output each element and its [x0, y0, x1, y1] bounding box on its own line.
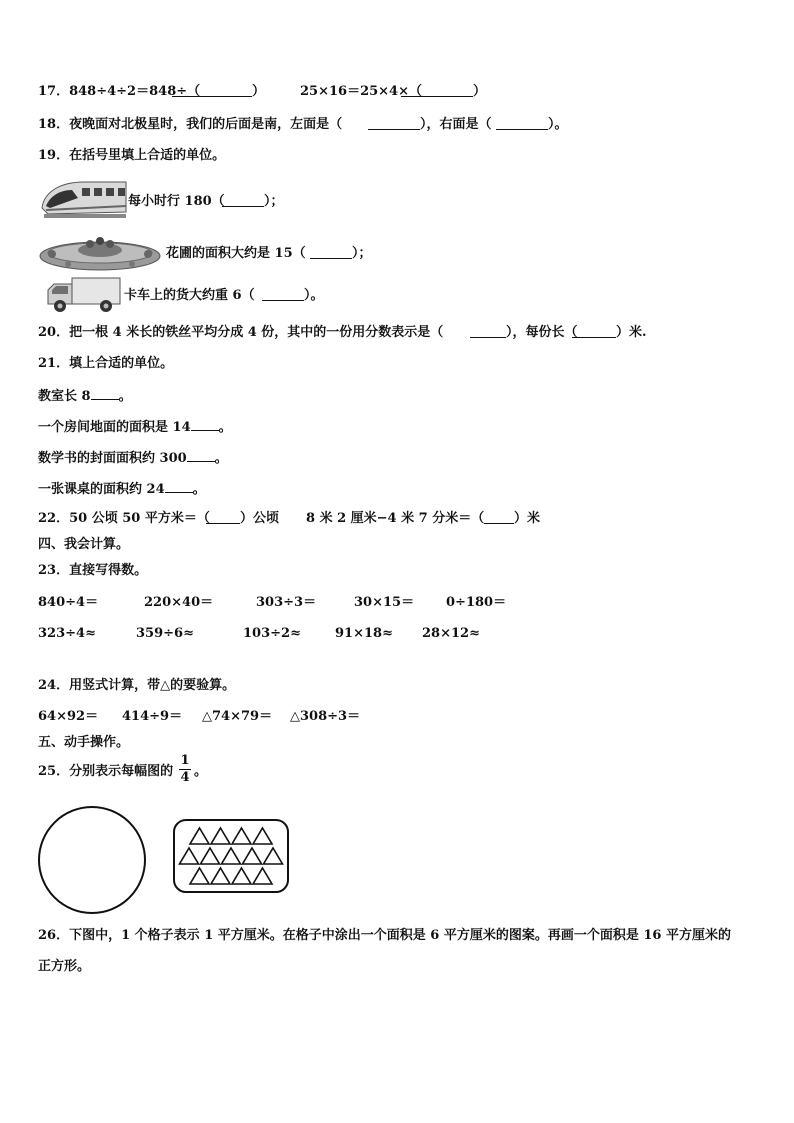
q17-left-blank[interactable] — [172, 84, 252, 102]
q21-line-1-blank[interactable] — [91, 387, 119, 400]
triangle-shape[interactable] — [264, 848, 283, 864]
q21-line-2-end: 。 — [218, 420, 232, 435]
q24-item-2: 414÷9＝ — [122, 709, 183, 724]
triangle-shape[interactable] — [190, 828, 209, 844]
q21-line-3-blank[interactable] — [187, 449, 215, 462]
q21-line-4-end: 。 — [192, 482, 206, 497]
q22-a2: ）公顷 — [240, 511, 280, 526]
q23-r2-c1: 323÷4≈ — [38, 626, 96, 641]
q18-text-b: ），右面是（ — [420, 117, 492, 132]
triangle-box-figure[interactable] — [172, 818, 290, 894]
q17-left-expression: 17．848÷4÷2＝848÷（ — [38, 84, 201, 99]
q19-train-blank[interactable] — [222, 194, 264, 212]
q17-right-expression: 25×16＝25×4×（ — [300, 84, 422, 99]
q21-line-1 — [38, 387, 132, 405]
q21-line-1-end: 。 — [118, 389, 132, 404]
flower-garden-icon — [38, 232, 162, 272]
q23-r1-c1: 840÷4＝ — [38, 595, 99, 610]
triangle-shape[interactable] — [232, 828, 251, 844]
q21-line-2-text: 一个房间地面的面积是 14 — [38, 420, 191, 435]
q18-text-a: 18．夜晚面对北极星时，我们的后面是南，左面是（ — [38, 117, 343, 132]
q19-train-label: 每小时行 180（ — [128, 194, 225, 209]
q19-garden-close: ）； — [352, 246, 372, 261]
triangle-shape[interactable] — [201, 848, 220, 864]
q22-hectare-blank[interactable] — [206, 511, 240, 529]
q25-denominator: 4 — [180, 770, 190, 785]
q19-truck-label: 卡车上的货大约重 6（ — [124, 288, 255, 303]
q23-r2-c5: 28×12≈ — [422, 626, 480, 641]
q25-numerator: 1 — [180, 753, 190, 768]
truck-icon — [44, 276, 122, 314]
q17-right-blank[interactable] — [401, 84, 473, 102]
train-icon — [38, 178, 128, 222]
q22-b1: 8 米 2 厘米−4 米 7 分米＝（ — [306, 511, 485, 526]
q20-text-a: 20．把一根 4 米长的铁丝平均分成 4 份，其中的一份用分数表示是（ — [38, 325, 444, 340]
q21-line-3-text: 数学书的封面面积约 300 — [38, 451, 187, 466]
q21-title: 21．填上合适的单位。 — [38, 356, 174, 371]
q21-line-2 — [38, 418, 232, 436]
q18-text-c: ）。 — [548, 117, 568, 132]
triangle-shape[interactable] — [180, 848, 199, 864]
q24-item-4: △308÷3＝ — [290, 709, 361, 724]
q21-line-4 — [38, 480, 206, 498]
q17-right-close: ） — [473, 84, 487, 99]
q17-left-close: ） — [252, 84, 266, 99]
q24-item-3: △74×79＝ — [202, 709, 273, 724]
q26-line-1: 26．下图中，1 个格子表示 1 平方厘米。在格子中涂出一个面积是 6 平方厘米的图案。再画一个面积是 16 平方厘米的 — [38, 928, 731, 943]
q20-fraction-blank[interactable] — [470, 325, 506, 343]
q23-r1-c5: 0÷180＝ — [446, 595, 507, 610]
q18-left-blank[interactable] — [368, 117, 420, 135]
q24-title: 24．用竖式计算，带△的要验算。 — [38, 678, 236, 693]
q23-r1-c2: 220×40＝ — [144, 595, 214, 610]
triangle-shape[interactable] — [253, 868, 272, 884]
section-4-heading: 四、我会计算。 — [38, 537, 130, 552]
q23-r2-c2: 359÷6≈ — [136, 626, 194, 641]
section-5-heading: 五、动手操作。 — [38, 735, 130, 750]
q22-meter-blank[interactable] — [484, 511, 514, 529]
q21-line-1-text: 教室长 8 — [38, 389, 91, 404]
q21-line-3-end: 。 — [214, 451, 228, 466]
q25-title — [38, 764, 173, 780]
triangle-shape[interactable] — [211, 868, 230, 884]
q25-end: 。 — [194, 764, 208, 779]
q22-a1: 22．50 公顷 50 平方米＝（ — [38, 511, 210, 526]
triangle-shape[interactable] — [253, 828, 272, 844]
circle-figure[interactable] — [36, 804, 148, 916]
q19-garden-blank[interactable] — [310, 246, 352, 264]
triangle-shape[interactable] — [222, 848, 241, 864]
q24-item-1: 64×92＝ — [38, 709, 99, 724]
q21-line-3 — [38, 449, 228, 467]
q25-fraction — [179, 754, 191, 785]
q19-title: 19．在括号里填上合适的单位。 — [38, 148, 226, 163]
q18-right-blank[interactable] — [496, 117, 548, 135]
q20-length-blank[interactable] — [572, 325, 616, 343]
q22-b2: ）米 — [514, 511, 541, 526]
triangle-shape[interactable] — [190, 868, 209, 884]
triangle-shape[interactable] — [211, 828, 230, 844]
triangle-shape[interactable] — [243, 848, 262, 864]
q23-r2-c3: 103÷2≈ — [243, 626, 301, 641]
q23-r2-c4: 91×18≈ — [335, 626, 393, 641]
q26-line-2: 正方形。 — [38, 959, 91, 974]
q19-truck-close: ）。 — [304, 288, 324, 303]
q25-title-text: 25．分别表示每幅图的 — [38, 764, 174, 779]
q19-truck-blank[interactable] — [262, 288, 304, 306]
q21-line-2-blank[interactable] — [191, 418, 219, 431]
q21-line-4-text: 一张课桌的面积约 24 — [38, 482, 165, 497]
q21-line-4-blank[interactable] — [165, 480, 193, 493]
q23-r1-c3: 303÷3＝ — [256, 595, 317, 610]
triangle-shape[interactable] — [232, 868, 251, 884]
q23-title: 23．直接写得数。 — [38, 563, 148, 578]
q23-r1-c4: 30×15＝ — [354, 595, 415, 610]
q19-garden-label: 花圃的面积大约是 15（ — [166, 246, 306, 261]
q20-text-b: ），每份长（ — [506, 325, 578, 340]
q20-text-c: ）米. — [616, 325, 647, 340]
q19-train-close: ）； — [264, 194, 284, 209]
